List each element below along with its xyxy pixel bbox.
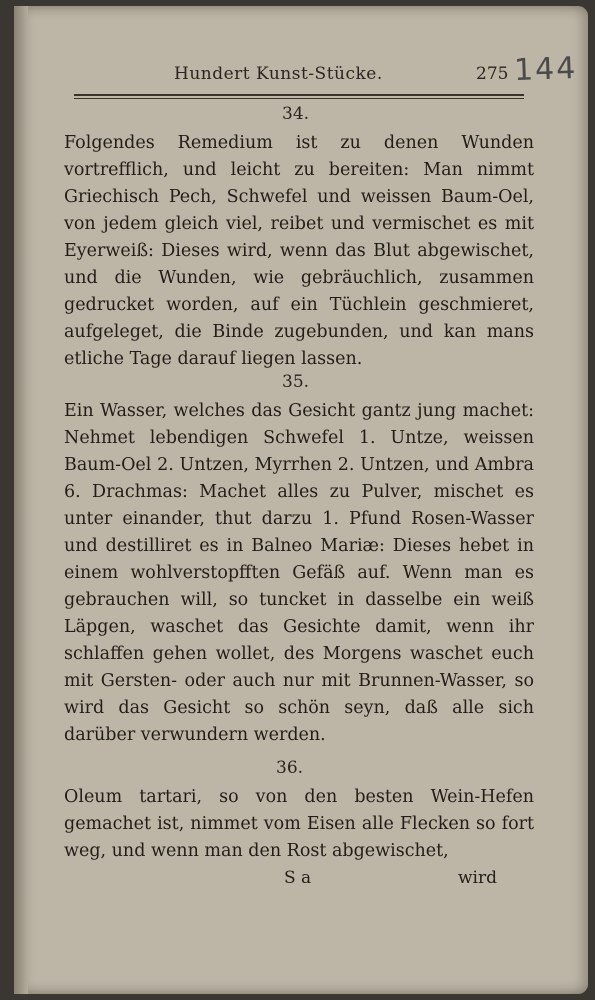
page-header: [154, 50, 578, 92]
header-rule-thin: [74, 98, 524, 99]
running-head: Hundert Kunst-Stücke.: [174, 64, 383, 84]
page-number: 275: [476, 64, 509, 84]
section-number-35: 35.: [282, 372, 310, 392]
section-text-35: Ein Wasser, welches das Gesicht gantz jung machet: Nehmet lebendigen Schwefel 1. Untze, weissen Baum-Oel 2. Untzen, Myrrhen 2. Untzen, und Ambra 6. Drachmas: Machet alles zu Pulver, mischet es unter einander, thut darzu 1. Pfund Rosen-Wasser und destilliret es in Balneo Mariæ: Dieses hebet in einem wohlverstopfften Gefäß auf. Wenn man es gebrauchen will, so tuncket in dasselbe ein weiß Läpgen, waschet das Gesichte damit, wenn ihr schlaffen gehen wollet, des Morgens waschet euch mit Gersten- oder auch nur mit Brunnen-Wasser, so wird das Gesicht so schön seyn, daß alle sich darüber verwundern werden.: [64, 401, 534, 745]
signature-mark: S a: [284, 868, 312, 888]
section-text-36: Oleum tartari, so von den besten Wein-Hefen gemachet ist, nimmet vom Eisen alle Flecken so fort weg, und wenn man den Rost abgewischet,: [64, 787, 534, 861]
section-text-34: Folgendes Remedium ist zu denen Wunden vortrefflich, und leicht zu bereiten: Man nimmt Griechisch Pech, Schwefel und weissen Baum-Oel, von jedem gleich viel, reibet und vermischet es mit Eyerweiß: Dieses wird, wenn das Blut abgewischet, und die Wunden, wie gebräuchlich, zusammen gedrucket worden, auf ein Tüchlein geschmieret, aufgeleget, die Binde zugebunden, und kan mans etliche Tage darauf liegen lassen.: [64, 133, 534, 369]
book-spine: [14, 6, 28, 994]
section-number-34: 34.: [282, 104, 310, 124]
catchword: wird: [458, 868, 497, 888]
book-page: [14, 6, 588, 994]
handwritten-page-number: 144: [513, 50, 578, 89]
header-rule: [74, 94, 524, 96]
section-number-36: 36.: [276, 758, 304, 778]
